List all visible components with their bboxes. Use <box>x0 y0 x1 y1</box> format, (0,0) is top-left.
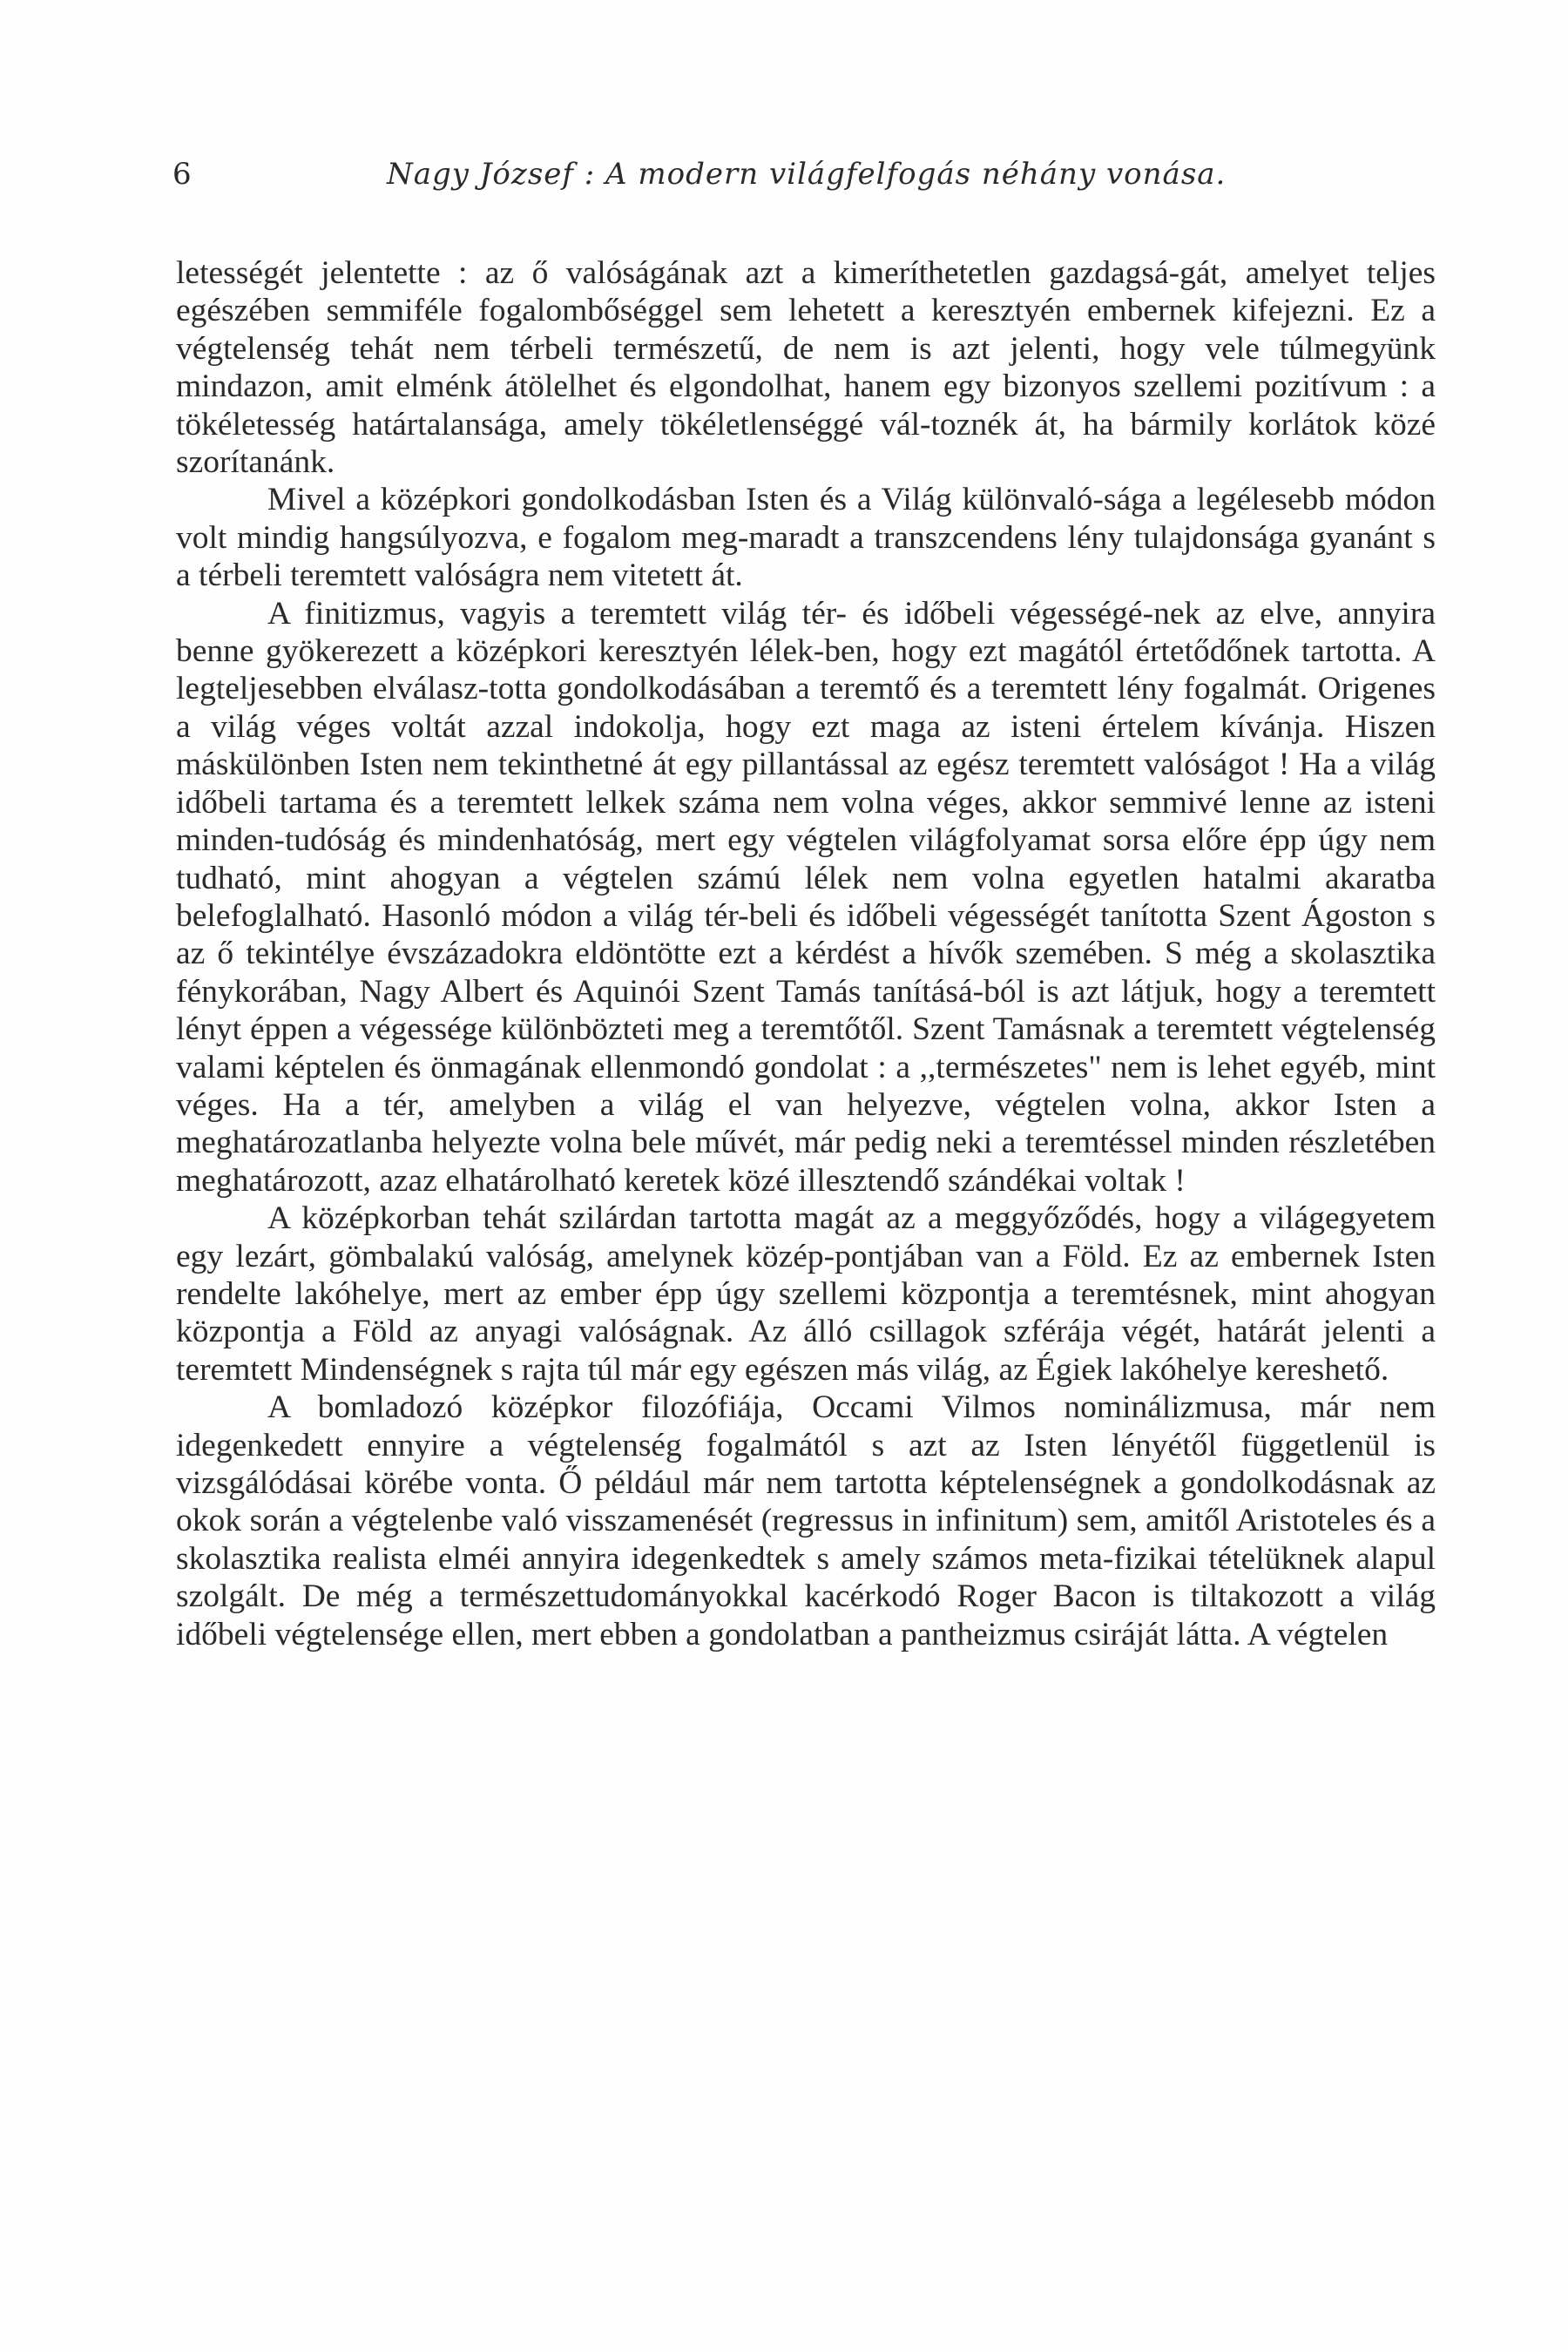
paragraph-5: A bomladozó középkor filozófiája, Occami Vilmos nominálizmusa, már nem idegenkedett ennyire a végtelenség fogalmától s azt az Isten lényétől függetlenül is vizsgálódásai körébe vonta. Ő például már nem tartotta képtelenségnek a gondolkodásnak az okok során a végtelenbe való visszamenését (regressus in infinitum) sem, amitől Aristoteles és a skolasztika realista elméi annyira idegenkedtek s amely számos meta-fizikai tételüknek alapul szolgált. De még a természettudományokkal kacérkodó Roger Bacon is tiltakozott a világ időbeli végtelensége ellen, mert ebben a gondolatban a pantheizmus csiráját látta. A végtelen <box>176 1389 1436 1652</box>
running-title: Nagy József : A modern világfelfogás néhány vonása. <box>387 157 1227 192</box>
page-number: 6 <box>172 157 192 192</box>
paragraph-3: A finitizmus, vagyis a teremtett világ tér- és időbeli végességé-nek az elve, annyira benne gyökerezett a középkori keresztyén lélek-ben, hogy ezt magától értetődőnek tartotta. A legteljesebben elválasz-totta gondolkodásában a teremtő és a teremtett lény fogalmát. Origenes a világ véges voltát azzal indokolja, hogy ezt maga az isteni értelem kívánja. Hiszen máskülönben Isten nem tekinthetné át egy pillantással az egész teremtett valóságot ! Ha a világ időbeli tartama és a teremtett lelkek száma nem volna véges, akkor semmivé lenne az isteni minden-tudóság és mindenhatóság, mert egy végtelen világfolyamat sorsa előre épp úgy nem tudható, mint ahogyan a végtelen számú lélek nem volna egyetlen hatalmi akaratba belefoglalható. Hasonló módon a világ tér-beli és időbeli végességét tanította Szent Ágoston s az ő tekintélye évszázadokra eldöntötte ezt a kérdést a hívők szemében. S még a skolasztika fénykorában, Nagy Albert és Aquinói Szent Tamás tanításá-ból is azt látjuk, hogy a teremtett lényt éppen a végessége különbözteti meg a teremtőtől. Szent Tamásnak a teremtett végtelenség valami képtelen és önmagának ellenmondó gondolat : a ,,természetes" nem is lehet egyéb, mint véges. Ha a tér, amelyben a világ el van helyezve, végtelen volna, akkor Isten a meghatározatlanba helyezte volna bele művét, már pedig neki a teremtéssel minden részletében meghatározott, azaz elhatárolható keretek közé illesztendő szándékai voltak ! <box>176 595 1436 1199</box>
body-text <box>176 254 1436 1653</box>
paragraph-4: A középkorban tehát szilárdan tartotta magát az a meggyőződés, hogy a világegyetem egy lezárt, gömbalakú valóság, amelynek közép-pontjában van a Föld. Ez az embernek Isten rendelte lakóhelye, mert az ember épp úgy szellemi központja a teremtésnek, mint ahogyan központja a Föld az anyagi valóságnak. Az álló csillagok szférája végét, határát jelenti a teremtett Mindenségnek s rajta túl már egy egészen más világ, az Égiek lakóhelye kereshető. <box>176 1200 1436 1388</box>
paragraph-2: Mivel a középkori gondolkodásban Isten és a Világ különvaló-sága a legélesebb módon volt mindig hangsúlyozva, e fogalom meg-maradt a transzcendens lény tulajdonsága gyanánt s a térbeli teremtett valóságra nem vitetett át. <box>176 482 1436 594</box>
running-head <box>172 148 1418 200</box>
paragraph-1: letességét jelentette : az ő valóságának azt a kimeríthetetlen gazdagsá-gát, amelyet teljes egészében semmiféle fogalombőséggel sem lehetett a keresztyén embernek kifejezni. Ez a végtelenség tehát nem térbeli természetű, de nem is azt jelenti, hogy vele túlmegyünk mindazon, amit elménk átölelhet és elgondolhat, hanem egy bizonyos szellemi pozitívum : a tökéletesség határtalansága, amely tökéletlenséggé vál-toznék át, ha bármily korlátok közé szorítanánk. <box>176 255 1436 481</box>
